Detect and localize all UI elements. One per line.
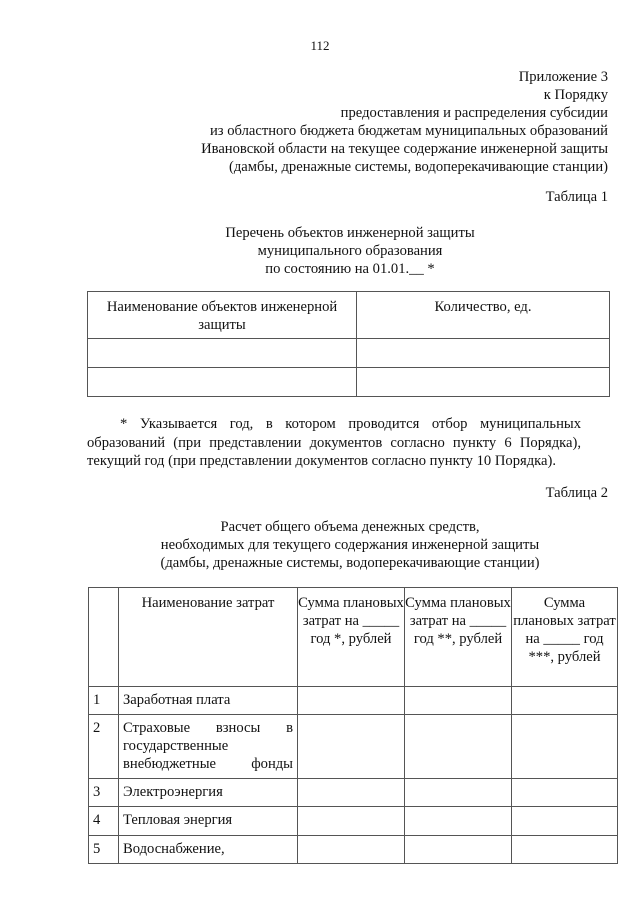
table-row — [89, 687, 618, 715]
table-cell[interactable] — [512, 779, 618, 807]
table-cell[interactable] — [298, 779, 405, 807]
appendix-line: (дамбы, дренажные системы, водоперекачивающие станции) — [228, 159, 608, 175]
table-cell[interactable] — [88, 368, 357, 397]
table2-label: Таблица 2 — [545, 485, 608, 501]
table-row — [89, 836, 618, 864]
table-cell[interactable] — [405, 836, 512, 864]
table-cell[interactable] — [88, 339, 357, 368]
table1-label: Таблица 1 — [545, 189, 608, 205]
title-line: Расчет общего объема денежных средств, — [220, 519, 480, 535]
table-cell[interactable] — [357, 339, 610, 368]
table1-title — [60, 224, 640, 278]
table-cell[interactable] — [405, 715, 512, 779]
table-cell[interactable] — [405, 687, 512, 715]
header-sum-year3: Сумма плановых затрат на _____ год ***, рублей — [512, 588, 618, 687]
row-number: 2 — [89, 715, 119, 779]
row-number: 5 — [89, 836, 119, 864]
appendix-line: предоставления и распределения субсидии — [340, 105, 608, 121]
header-object-name: Наименование объектов инженерной защиты — [88, 292, 357, 339]
table-cell[interactable] — [298, 715, 405, 779]
table-cell[interactable] — [405, 779, 512, 807]
table-row — [89, 779, 618, 807]
table-cell[interactable] — [298, 687, 405, 715]
header-num — [89, 588, 119, 687]
row-cost-name: Тепловая энергия — [119, 807, 298, 836]
table-row — [89, 807, 618, 836]
table-cell[interactable] — [405, 807, 512, 836]
table-cell[interactable] — [512, 715, 618, 779]
table-cell[interactable] — [512, 807, 618, 836]
table-cell[interactable] — [512, 836, 618, 864]
footnote: * Указывается год, в котором проводится отбор муниципальных образований (при представлении документов согласно пункту 6 Порядка), текущий год (при представлении документов согласно пункту 10 Порядка). — [87, 416, 581, 469]
row-number: 1 — [89, 687, 119, 715]
table-cell[interactable] — [512, 687, 618, 715]
table-row — [88, 339, 610, 368]
table-row — [88, 368, 610, 397]
table-cell[interactable] — [357, 368, 610, 397]
appendix-line: к Порядку — [543, 87, 608, 103]
table-header-row — [88, 292, 610, 339]
title-line: (дамбы, дренажные системы, водоперекачивающие станции) — [160, 555, 540, 571]
row-cost-name: Водоснабжение, — [119, 836, 298, 864]
row-cost-name: Заработная плата — [119, 687, 298, 715]
title-line: необходимых для текущего содержания инженерной защиты — [160, 537, 540, 553]
header-quantity: Количество, ед. — [357, 292, 610, 339]
header-cost-name: Наименование затрат — [119, 588, 298, 687]
title-line: по состоянию на 01.01.__ * — [265, 261, 435, 277]
row-number: 4 — [89, 807, 119, 836]
title-line: Перечень объектов инженерной защиты — [225, 225, 475, 241]
appendix-header — [201, 68, 608, 176]
row-cost-name: Электроэнергия — [119, 779, 298, 807]
row-cost-name: Страховые взносы в государственные внебюджетные фонды — [119, 715, 298, 779]
header-sum-year1: Сумма плановых затрат на _____ год *, рублей — [298, 588, 405, 687]
header-sum-year2: Сумма плановых затрат на _____ год **, рублей — [405, 588, 512, 687]
appendix-line: из областного бюджета бюджетам муниципальных образований — [210, 123, 608, 139]
table2 — [88, 587, 618, 864]
table-cell[interactable] — [298, 807, 405, 836]
appendix-line: Приложение 3 — [518, 69, 608, 85]
page-number: 112 — [310, 38, 330, 53]
appendix-line: Ивановской области на текущее содержание инженерной защиты — [201, 141, 608, 157]
row-number: 3 — [89, 779, 119, 807]
table2-title — [60, 518, 640, 572]
table-header-row — [89, 588, 618, 687]
title-line: муниципального образования — [257, 243, 443, 259]
table-row — [89, 715, 618, 779]
table1 — [87, 291, 610, 397]
table-cell[interactable] — [298, 836, 405, 864]
